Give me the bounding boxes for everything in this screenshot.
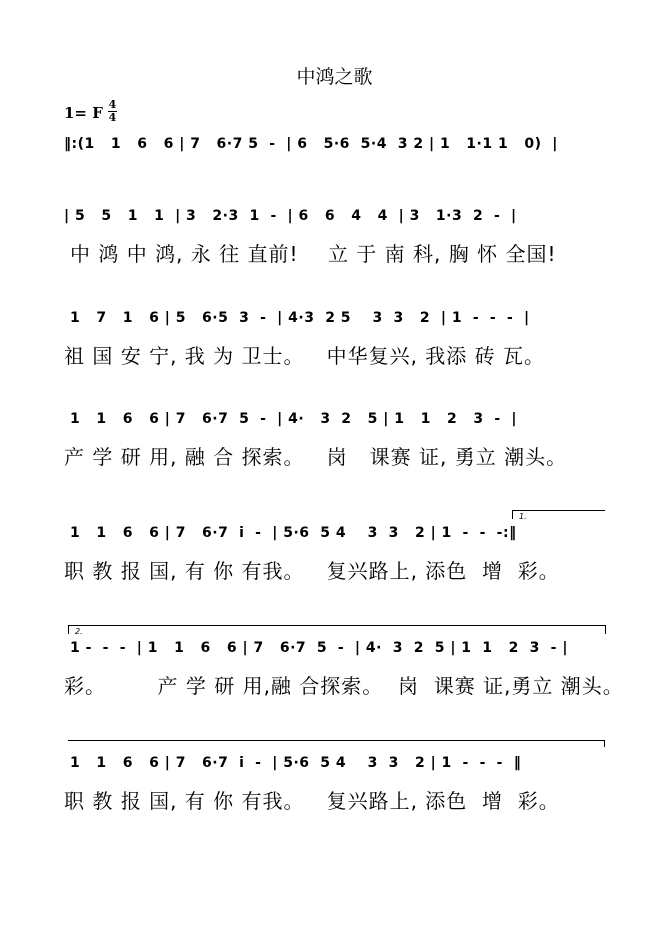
continuation-line xyxy=(68,740,605,747)
notes-line: 1 - - - | 1 1 6 6 | 7 6·7 5 - | 4· 3 2 5 | 1 1 2 3 - | xyxy=(70,640,568,656)
lyrics-line: 产 学 研 用, 融 合 探索。 岗 课赛 证, 勇立 潮头。 xyxy=(64,445,568,469)
notes-line: 1 1 6 6 | 7 6·7 5 - | 4· 3 2 5 | 1 1 2 3 - | xyxy=(70,411,518,427)
first-ending-label: 1. xyxy=(519,512,527,521)
time-signature xyxy=(108,100,117,123)
lyrics-line: 职 教 报 国, 有 你 有我。 复兴路上, 添色 增 彩。 xyxy=(64,789,560,813)
lyrics-line: 祖 国 安 宁, 我 为 卫士。 中华复兴, 我添 砖 瓦。 xyxy=(64,344,546,368)
notes-line: 1 1 6 6 | 7 6·7 i - | 5·6 5 4 3 3 2 | 1 - - - ‖ xyxy=(70,755,522,771)
notes-line: | 5 5 1 1 | 3 2·3 1 - | 6 6 4 4 | 3 1·3 2 - | xyxy=(64,208,517,224)
second-ending-bracket xyxy=(68,625,606,634)
meter-top: 4 xyxy=(108,98,117,111)
notes-line: 1 7 1 6 | 5 6·5 3 - | 4·3 2 5 3 3 2 | 1 - - - | xyxy=(70,310,530,326)
first-ending-bracket xyxy=(512,510,605,519)
song-title: 中鸿之歌 xyxy=(296,66,373,88)
meter-bottom: 4 xyxy=(108,111,117,124)
lyrics-line: 中 鸿 中 鸿, 永 往 直前! 立 于 南 科, 胸 怀 全国! xyxy=(70,242,557,266)
second-ending-label: 2. xyxy=(75,627,83,636)
notes-line: 1 1 6 6 | 7 6·7 i - | 5·6 5 4 3 3 2 | 1 - - -:‖ xyxy=(70,525,517,541)
lyrics-line: 职 教 报 国, 有 你 有我。 复兴路上, 添色 增 彩。 xyxy=(64,559,560,583)
lyrics-line: 彩。 产 学 研 用,融 合探索。 岗 课赛 证,勇立 潮头。 xyxy=(64,674,624,698)
notes-line: ‖:(1 1 6 6 | 7 6·7 5 - | 6 5·6 5·4 3 2 | 1 1·1 1 0) | xyxy=(64,136,558,152)
key-signature: 1= F xyxy=(64,104,103,122)
